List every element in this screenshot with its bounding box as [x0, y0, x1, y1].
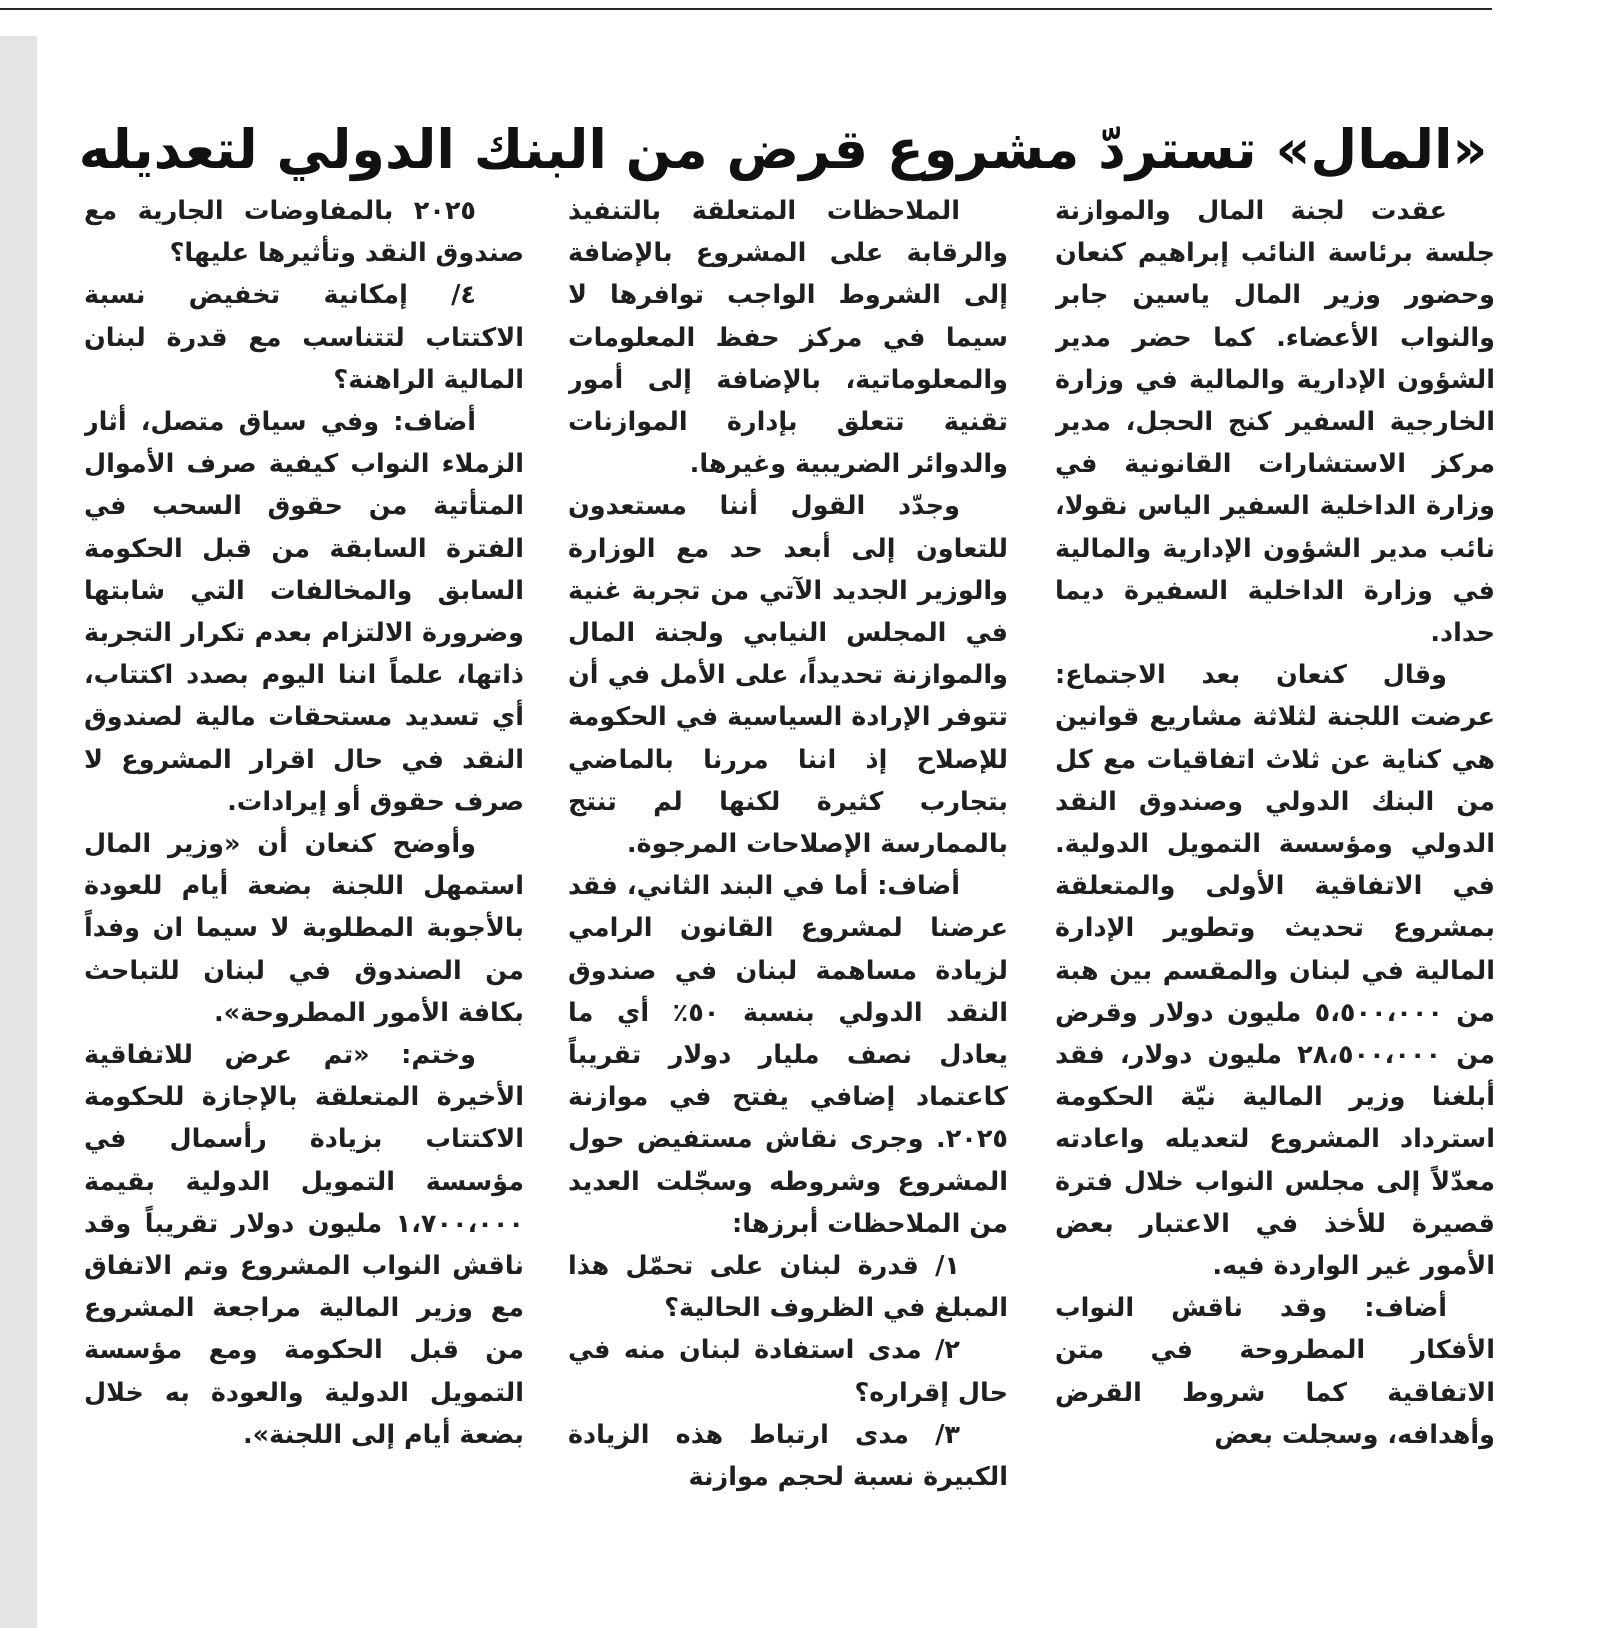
list-item: ٤/ إمكانية تخفيض نسبة الاكتتاب لتتناسب مع قدرة لبنان المالية الراهنة؟	[84, 280, 524, 395]
paragraph: وقال كنعان بعد الاجتماع: عرضت اللجنة لثلاثة مشاريع قوانين هي كناية عن ثلاث اتفاقيات مع كل من البنك الدولي وصندوق النقد الدولي ومؤسسة التمويل الدولية. في الاتفاقية الأولى والمتعلقة بمشروع تحديث وتطوير الإدارة المالية في لبنان والمقسم بين هبة من ٥،٥٠٠،٠٠٠ مليون دولار وقرض من ٢٨،٥٠٠،٠٠٠ مليون دولار، فقد أبلغنا وزير المالية نيّة الحكومة استرداد المشروع لتعديله واعادته معدّلاً إلى مجلس النواب خلال فترة قصيرة للأخذ في الاعتبار بعض الأمور غير الواردة فيه.	[1055, 660, 1495, 1282]
top-rule	[0, 8, 1492, 10]
paragraph: أضاف: وقد ناقش النواب الأفكار المطروحة في متن الاتفاقية كما شروط القرض وأهدافه، وسجلت بعض	[1055, 1293, 1495, 1450]
paragraph: عقدت لجنة المال والموازنة جلسة برئاسة النائب إبراهيم كنعان وحضور وزير المال ياسين جابر والنواب الأعضاء. كما حضر مدير الشؤون الإدارية والمالية في وزارة الخارجية السفير كنج الحجل، مدير مركز الاستشارات القانونية في وزارة الداخلية السفير الياس نقولا، نائب مدير الشؤون الإدارية والمالية في وزارة الداخلية السفيرة ديما حداد.	[1055, 196, 1495, 649]
paragraph: الملاحظات المتعلقة بالتنفيذ والرقابة على المشروع بالإضافة إلى الشروط الواجب توافرها لا سيما في مركز حفظ المعلومات والمعلوماتية، بالإضافة إلى أمور تقنية تتعلق بإدارة الموازنات والدوائر الضريبية وغيرها.	[568, 196, 1008, 480]
paragraph: وختم: «تم عرض للاتفاقية الأخيرة المتعلقة بالإجازة للحكومة الاكتتاب بزيادة رأسمال في مؤسسة التمويل الدولية بقيمة ١،٧٠٠،٠٠٠ مليون دولار تقريباً وقد ناقش النواب المشروع وتم الاتفاق مع وزير المالية مراجعة المشروع من قبل الحكومة ومع مؤسسة التمويل الدولية والعودة به خلال بضعة أيام إلى اللجنة».	[84, 1040, 524, 1450]
article-column-left	[84, 190, 524, 1610]
page-edge-strip	[0, 36, 37, 1628]
article-column-right	[1055, 190, 1495, 1610]
paragraph: أضاف: وفي سياق متصل، أثار الزملاء النواب كيفية صرف الأموال المتأتية من حقوق السحب في الفترة السابقة من قبل الحكومة السابق والمخالفات التي شابتها وضرورة الالتزام بعدم تكرار التجربة ذاتها، علماً اننا اليوم بصدد اكتتاب، أي تسديد مستحقات مالية لصندوق النقد في حال اقرار المشروع لا صرف حقوق أو إيرادات.	[84, 407, 524, 817]
list-item: ٣/ مدى ارتباط هذه الزيادة الكبيرة نسبة لحجم موازنة	[568, 1419, 1008, 1493]
paragraph: أضاف: أما في البند الثاني، فقد عرضنا لمشروع القانون الرامي لزيادة مساهمة لبنان في صندوق النقد الدولي بنسبة ٥٠٪ أي ما يعادل نصف مليار دولار تقريباً كاعتماد إضافي يفتح في موازنة ٢٠٢٥. وجرى نقاش مستفيض حول المشروع وشروطه وسجّلت العديد من الملاحظات أبرزها:	[568, 871, 1008, 1239]
list-item: ١/ قدرة لبنان على تحمّل هذا المبلغ في الظروف الحالية؟	[568, 1251, 1008, 1324]
article-headline: «المال» تستردّ مشروع قرض من البنك الدولي لتعديله	[78, 118, 1488, 182]
list-item: ٢/ مدى استفادة لبنان منه في حال إقراره؟	[568, 1335, 1008, 1408]
paragraph: وجدّد القول أننا مستعدون للتعاون إلى أبعد حد مع الوزارة والوزير الجديد الآتي من تجربة غنية في المجلس النيابي ولجنة المال والموازنة تحديداً، على الأمل في أن تتوفر الإرادة السياسية في الحكومة للإصلاح إذ اننا مررنا بالماضي بتجارب كثيرة لكنها لم تنتج بالممارسة الإصلاحات المرجوة.	[568, 491, 1008, 860]
paragraph: ٢٠٢٥ بالمفاوضات الجارية مع صندوق النقد وتأثيرها عليها؟	[84, 196, 524, 269]
paragraph: وأوضح كنعان أن «وزير المال استمهل اللجنة بضعة أيام للعودة بالأجوبة المطلوبة لا سيما ان وفداً من الصندوق في لبنان للتباحث بكافة الأمور المطروحة».	[84, 829, 524, 1028]
article-column-middle	[568, 190, 1008, 1610]
